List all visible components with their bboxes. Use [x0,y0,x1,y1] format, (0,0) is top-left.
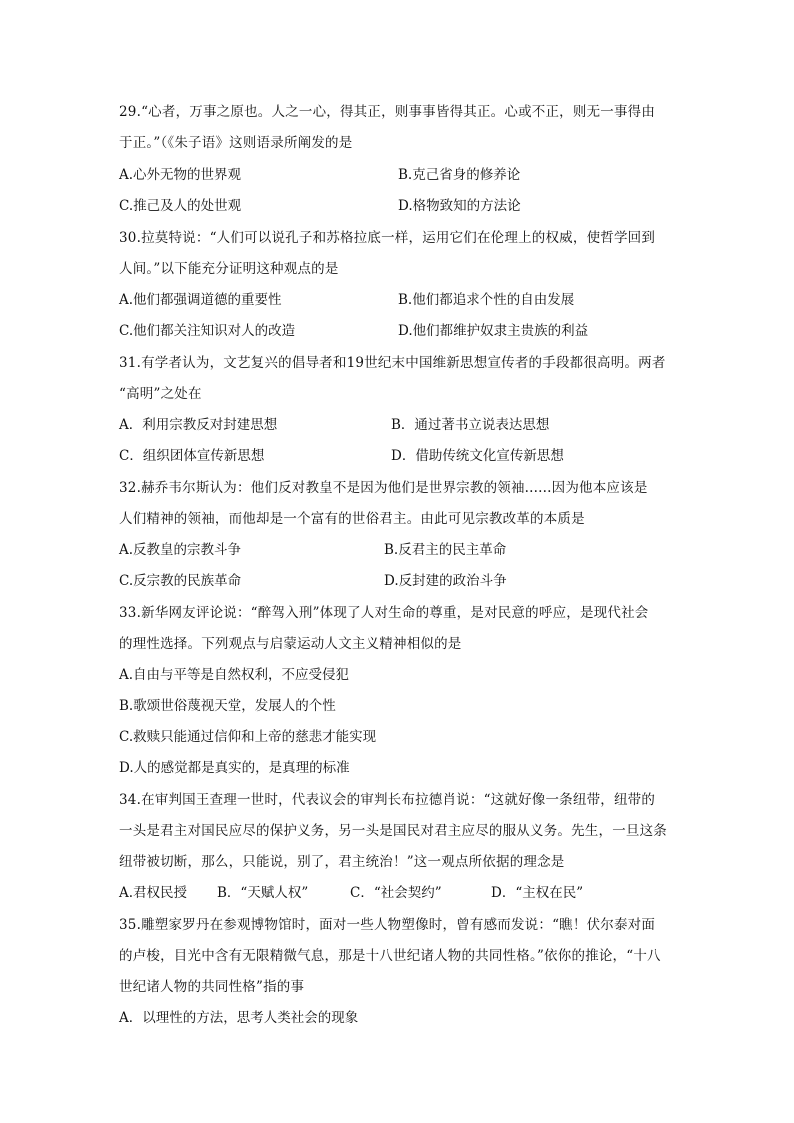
question-30-option-a: A.他们都强调道德的重要性 [119,292,282,308]
question-31-option-b: B．通过著书立说表达思想 [391,417,550,433]
question-30-stem-line-1: 30.拉莫特说：“人们可以说孔子和苏格拉底一样，运用它们在伦理上的权威，使哲学回到 [119,230,656,246]
question-35-option-a: A．以理性的方法，思考人类社会的现象 [119,1010,359,1026]
question-30-option-d: D.他们都维护奴隶主贵族的利益 [398,323,589,339]
question-32-stem-line-2: 人们精神的领袖，而他却是一个富有的世俗君主。由此可见宗教改革的本质是 [119,511,585,527]
question-29-option-b: B.克己省身的修养论 [398,167,521,183]
question-34-option-d: D．“主权在民” [491,885,584,901]
question-32-option-c: C.反宗教的民族革命 [119,573,242,589]
question-29-stem-line-1: 29.“心者，万事之原也。人之一心，得其正，则事事皆得其正。心或不正，则无一事得由 [119,104,656,120]
question-35-stem-line-2: 的卢梭，目光中含有无限精微气息，那是十八世纪诸人物的共同性格。”依你的推论，“十八 [119,948,661,964]
question-31-option-a: A．利用宗教反对封建思想 [119,417,278,433]
question-32-option-d: D.反封建的政治斗争 [384,573,507,589]
question-35-stem-line-1: 35.雕塑家罗丹在参观博物馆时，面对一些人物塑像时，曾有感而发说：“瞧！伏尔泰对面 [119,917,656,933]
question-33-stem-line-1: 33.新华网友评论说：“醉驾入刑”体现了人对生命的尊重，是对民意的呼应，是现代社会 [119,605,649,621]
question-33-option-b: B.歌颂世俗蔑视天堂，发展人的个性 [119,698,336,714]
question-31-option-c: C．组织团体宣传新思想 [119,448,265,464]
question-30-option-b: B.他们都追求个性的自由发展 [398,292,575,308]
question-34-option-c: C．“社会契约” [350,885,442,901]
question-32-stem-line-1: 32.赫乔韦尔斯认为：他们反对教皇不是因为他们是世界宗教的领袖......因为他本应该是 [119,480,648,496]
question-29-option-a: A.心外无物的世界观 [119,167,242,183]
question-33-option-c: C.救赎只能通过信仰和上帝的慈悲才能实现 [119,729,377,745]
question-30-option-c: C.他们都关注知识对人的改造 [119,323,296,339]
question-33-option-a: A.自由与平等是自然权利，不应受侵犯 [119,667,350,683]
question-32-option-a: A.反教皇的宗教斗争 [119,542,242,558]
question-34-stem-line-1: 34.在审判国王查理一世时，代表议会的审判长布拉德肖说：“这就好像一条纽带，纽带的 [119,792,656,808]
question-34-option-b: B．“天赋人权” [217,885,309,901]
question-31-stem-line-2: “高明”之处在 [119,386,202,402]
question-33-option-d: D.人的感觉都是真实的，是真理的标准 [119,760,350,776]
question-29-stem-line-2: 于正。”（《朱子语》这则语录所阐发的是 [119,135,353,151]
question-34-stem-line-3: 纽带被切断，那么，只能说，别了，君主统治！”这一观点所依据的理念是 [119,854,565,870]
question-29-option-d: D.格物致知的方法论 [398,198,521,214]
question-29-option-c: C.推己及人的处世观 [119,198,242,214]
question-35-stem-line-3: 世纪诸人物的共同性格”指的事 [119,979,305,995]
question-34-option-a: A.君权民授 [119,885,188,901]
question-34-stem-line-2: 一头是君主对国民应尽的保护义务，另一头是国民对君主应尽的服从义务。先生，一旦这条 [119,823,667,839]
question-30-stem-line-2: 人间。”以下能充分证明这种观点的是 [119,261,339,277]
question-32-option-b: B.反君主的民主革命 [384,542,507,558]
question-31-stem-line-1: 31.有学者认为，文艺复兴的倡导者和19世纪末中国维新思想宣传者的手段都很高明。两者 [119,355,666,371]
question-31-option-d: D．借助传统文化宣传新思想 [391,448,564,464]
question-33-stem-line-2: 的理性选择。下列观点与启蒙运动人文主义精神相似的是 [119,636,462,652]
